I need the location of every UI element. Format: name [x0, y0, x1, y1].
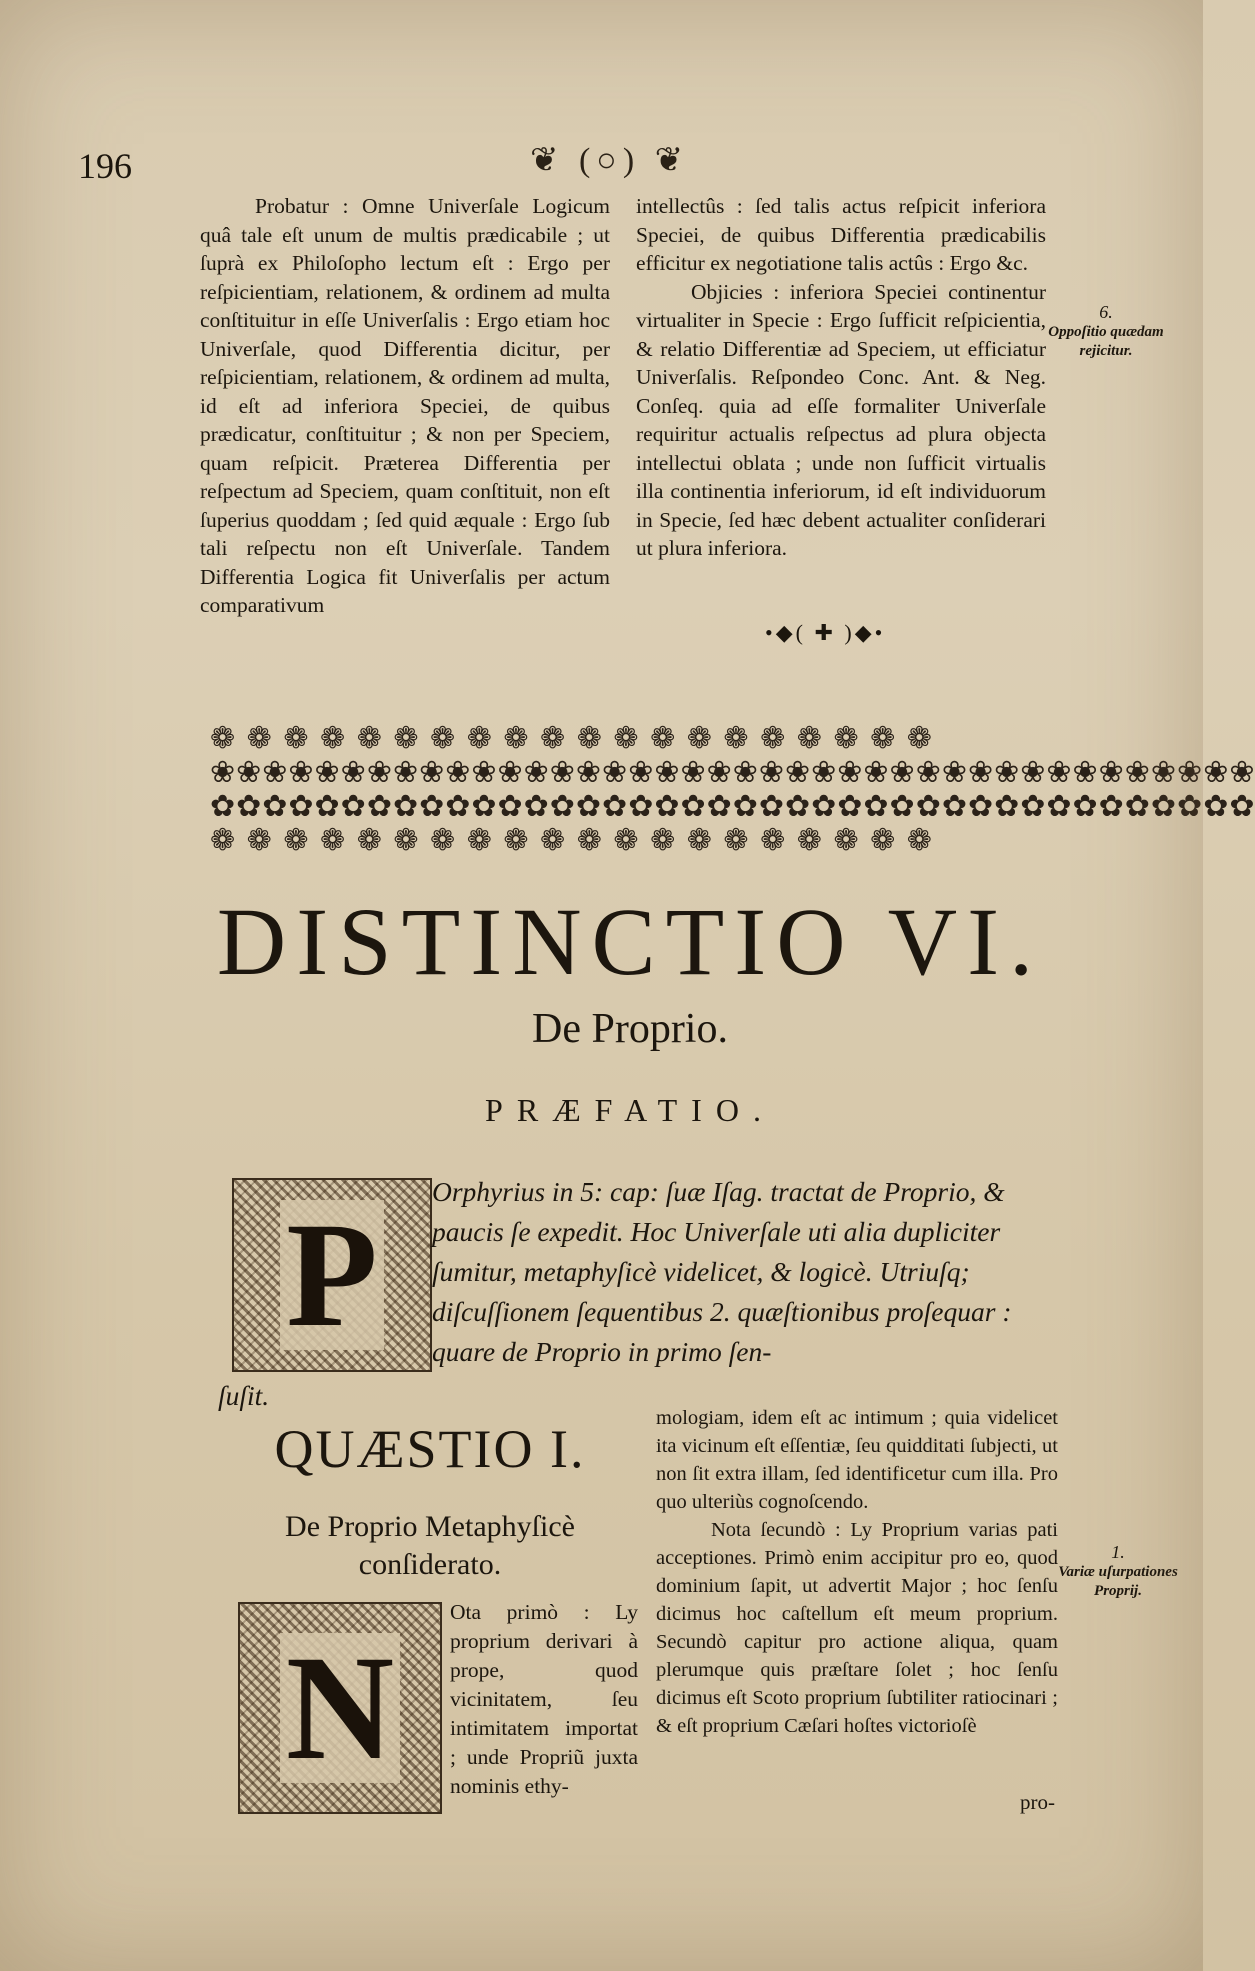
quaestio-subtitle: De Proprio Metaphyſicè conſiderato.	[285, 1510, 575, 1581]
right-column-top	[636, 192, 1046, 563]
ornamental-band-row: ✿✿✿✿✿✿✿✿✿✿✿✿✿✿✿✿✿✿✿✿✿✿✿✿✿✿✿✿✿✿✿✿✿✿✿✿✿✿✿✿	[210, 789, 1255, 824]
header-ornament: ❦ (○) ❦	[530, 142, 690, 179]
margin-note-2	[1058, 1542, 1178, 1601]
ornamental-band-row: ❁ ❁ ❁ ❁ ❁ ❁ ❁ ❁ ❁ ❁ ❁ ❁ ❁ ❁ ❁ ❁ ❁ ❁ ❁ ❁	[210, 721, 933, 756]
distinctio-title: DISTINCTIO VI.	[216, 888, 1044, 995]
quaestio-title: QUÆSTIO I.	[274, 1419, 586, 1479]
praefatio-heading: PRÆFATIO.	[485, 1092, 775, 1128]
margin-note-text: Oppoſitio quædam rejicitur.	[1048, 324, 1164, 359]
paragraph: mologiam, idem eſt ac intimum ; quia videlicet ita vicinum eſt eſſentiæ, ſeu quidditati ſubjecti, ut non ſit extra illam, ſed identificetur cum illa. Pro quo ulteriùs cognoſcendo.	[656, 1407, 1058, 1513]
margin-note-number: 6.	[1099, 302, 1113, 322]
margin-note-text: Variæ uſurpationes Proprij.	[1058, 1564, 1178, 1599]
paragraph: intellectûs : ſed talis actus reſpicit inferiora Speciei, de quibus Differentia prædicabilis efficitur ex negotiatione talis actûs : Ergo &c.	[636, 194, 1046, 275]
dropcap-p	[232, 1178, 432, 1372]
dropcap-letter: P	[280, 1200, 384, 1350]
margin-note-number: 1.	[1111, 1542, 1125, 1562]
dropcap-letter: N	[280, 1633, 400, 1783]
paragraph: Objicies : inferiora Speciei continentur virtualiter in Specie : Ergo ſufficit reſpicientia, & relatio Differentiæ ad Speciem, ut efficiatur Univerſalis. Reſpondeo Conc. Ant. & Neg. Conſeq. quia ad eſſe formaliter Univerſale requiritur actualis reſpectus ad plura objecta intellectui oblata ; unde non ſufficit virtualis illa continentia inferiorum, id eſt individuorum in Specie, ſed hæc debent actualiter conſiderari ut plura inferiora.	[636, 279, 1046, 560]
praefatio-tail: ſuſit.	[218, 1380, 270, 1411]
catchword: pro-	[1020, 1790, 1055, 1814]
left-column-top	[200, 192, 610, 620]
section-end-mark: •◆( ✚ )◆•	[765, 620, 886, 645]
distinctio-subtitle: De Proprio.	[532, 1006, 728, 1052]
ornamental-band-row: ❁ ❁ ❁ ❁ ❁ ❁ ❁ ❁ ❁ ❁ ❁ ❁ ❁ ❁ ❁ ❁ ❁ ❁ ❁ ❁	[210, 823, 933, 858]
praefatio-text: Orphyrius in 5: cap: ſuæ Iſag. tractat de Proprio, & paucis ſe expedit. Hoc Univerſale uti alia dupliciter ſumitur, metaphyſicè videlicet, & logicè. Utriuſq; diſcuſſionem ſequentibus 2. quæſtionibus proſequar : quare de Proprio in primo ſen-	[432, 1176, 1012, 1367]
paragraph: Probatur : Omne Univerſale Logicum quâ tale eſt unum de multis prædicabile ; ut ſuprà ex Philoſopho lectum eſt : Ergo per reſpicientiam, relationem, & ordinem ad multa conſtituitur in eſſe Univerſalis : Ergo etiam hoc Univerſale, quod Differentia dicitur, per reſpicientiam, relationem, & ordinem ad multa, id eſt ad inferiora Speciei, de quibus prædicatur, conſtituitur ; & non per Speciem, quam reſpicit. Præterea Differentia per reſpectum ad Speciem, quam conſtituit, non eſt ſuperius quoddam ; ſed quid æquale : Ergo ſub tali reſpectu non eſt Univerſale. Tandem Differentia Logica fit Univerſalis per actum comparativum	[200, 194, 610, 617]
right-column-bottom	[656, 1404, 1058, 1740]
dropcap-n	[238, 1602, 442, 1814]
ornamental-band-row: ❀❀❀❀❀❀❀❀❀❀❀❀❀❀❀❀❀❀❀❀❀❀❀❀❀❀❀❀❀❀❀❀❀❀❀❀❀❀❀❀	[210, 755, 1255, 790]
paragraph: Nota ſecundò : Ly Proprium varias pati acceptiones. Primò enim accipitur pro eo, quod dominium ſapit, ut advertit Major ; hoc ſenſu dicimus hoc caſtellum eſt meum proprium. Secundò capitur pro actione aliqua, quam plerumque quis præſtare ſolet ; hoc ſenſu dicimus eſt Scoto proprium ſubtiliter ratiocinari ; & eſt proprium Cæſari hoſtes victorioſè	[656, 1519, 1058, 1737]
margin-note-1	[1046, 302, 1166, 361]
quaestio-text: Ota primò : Ly proprium derivari à prope, quod vicinitatem, ſeu intimitatem importat ; unde Propriũ juxta nominis ethy-	[450, 1600, 638, 1798]
page-number: 196	[78, 146, 132, 186]
